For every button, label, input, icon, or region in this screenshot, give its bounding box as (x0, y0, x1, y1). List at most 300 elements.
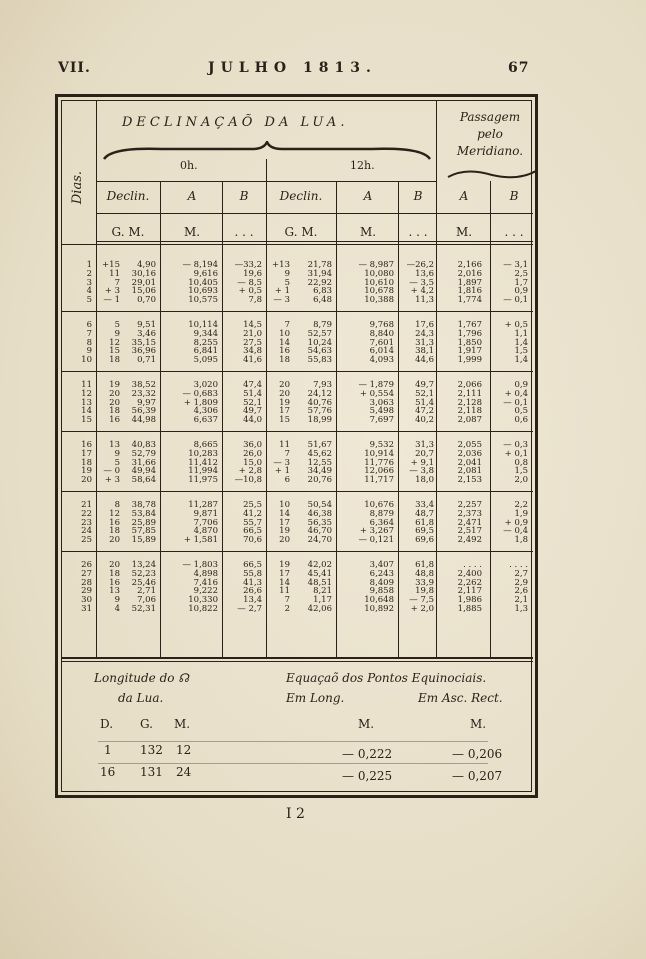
table-cell-pa: 2,400 (457, 568, 482, 579)
col-m-long: M. (358, 717, 375, 731)
table-cell-min12: 56,35 (307, 517, 332, 528)
table-cell-pb: — 0,4 (503, 526, 528, 537)
passage-title: Passagem pelo Meridiano. (456, 110, 524, 158)
grid-hline (96, 241, 533, 242)
table-cell-min0: 57,85 (131, 526, 156, 537)
table-cell-b12: 24,3 (415, 328, 434, 339)
table-cell-a0: 7,706 (193, 517, 218, 528)
table-cell-min12: 7,93 (313, 380, 332, 390)
volume-number: VII. (58, 60, 91, 76)
table-cell-min12: 42,02 (307, 560, 332, 570)
table-cell-dias: 4 (86, 286, 92, 297)
hour-zero: 0h. (180, 159, 198, 172)
table-cell-sign12: 10 (279, 328, 290, 339)
table-cell-min12: 48,51 (307, 577, 332, 588)
table-cell-min0: 0,71 (137, 355, 156, 366)
table-cell-pa: 2,081 (457, 466, 482, 477)
table-cell-pb: 0,5 (514, 406, 528, 417)
table-cell-a12: 7,601 (369, 337, 394, 348)
table-cell-dias: 14 (81, 406, 92, 417)
table-cell-sign12: 14 (279, 508, 290, 519)
table-cell-min0: 15,89 (131, 535, 156, 546)
table-cell-min12: 6,83 (313, 286, 332, 297)
equation-asc-label: Em Asc. Rect. (418, 691, 503, 705)
equation-title: Equaçaõ dos Pontos Equinociais. (286, 671, 487, 685)
table-cell-b0: 13,4 (243, 595, 262, 606)
table-cell-b0: + 0,5 (238, 286, 262, 297)
table-cell-pa: 2,373 (457, 508, 482, 519)
table-cell-min12: 54,63 (307, 346, 332, 357)
table-cell-sign0: — 0 (103, 466, 120, 477)
table-cell-b12: + 9,1 (410, 457, 434, 468)
col-m-asc: M. (470, 717, 487, 731)
table-cell-pb: + 0,5 (504, 320, 528, 330)
table-cell-a12: 10,914 (364, 448, 394, 459)
table-cell-b0: 55,7 (243, 517, 262, 528)
table-cell-min12: 52,57 (307, 328, 332, 339)
table-cell-a0: 5,095 (193, 355, 218, 366)
table-cell-min0: 52,79 (131, 448, 156, 459)
grid-hline (96, 213, 533, 214)
table-cell-sign12: 17 (279, 406, 290, 417)
table-cell-a0: 11,975 (188, 475, 218, 486)
table-cell-pb: + 0,1 (504, 448, 528, 459)
table-cell-sign0: 16 (109, 577, 120, 588)
table-cell-a0: 10,405 (188, 277, 218, 288)
table-cell-min12: 42,06 (307, 604, 332, 614)
table-cell-min12: 22,92 (307, 277, 332, 288)
table-cell-pb: 1,5 (514, 346, 528, 357)
table-cell-dias: 6 (86, 320, 92, 330)
table-cell-sign0: +15 (102, 260, 120, 270)
table-cell-min0: 9,97 (137, 397, 156, 408)
table-cell-b0: 14,5 (243, 320, 262, 330)
table-cell-dias: 16 (81, 440, 92, 450)
table-cell-a12: 9,858 (369, 586, 394, 597)
table-cell-min0: 58,64 (131, 475, 156, 486)
table-cell-a12: 10,610 (364, 277, 394, 288)
table-cell-min0: 25,89 (131, 517, 156, 528)
table-cell-pa: 2,055 (457, 440, 482, 450)
table-cell-sign0: 8 (114, 500, 120, 510)
table-cell-sign12: 18 (279, 355, 290, 366)
table-cell-sign0: 16 (109, 415, 120, 426)
table-cell-pa: 1,986 (457, 595, 482, 606)
table-cell-b12: 38,1 (415, 346, 434, 357)
grid-hline (96, 181, 436, 182)
table-cell-min0: 53,84 (131, 508, 156, 519)
col-b-pass: B (509, 189, 519, 203)
table-cell-sign0: 12 (109, 337, 120, 348)
table-cell-dias: 11 (81, 380, 92, 390)
table-cell-pb: 2,1 (514, 595, 528, 606)
table-cell-a0: 10,575 (188, 295, 218, 306)
table-cell-a0: 8,665 (193, 440, 218, 450)
table-cell-dias: 13 (81, 397, 92, 408)
table-cell-b12: 33,4 (415, 500, 434, 510)
table-cell-a0: 9,222 (193, 586, 218, 597)
table-cell-pb: 1,7 (514, 277, 528, 288)
table-cell-sign12: 10 (279, 500, 290, 510)
table-cell-dias: 19 (81, 466, 92, 477)
table-cell-a12: 5,498 (369, 406, 394, 417)
table-cell-pa: 2,517 (457, 526, 482, 537)
table-cell-pa: 2,262 (457, 577, 482, 588)
table-cell-min12: 40,76 (307, 397, 332, 408)
table-cell-a12: 10,648 (364, 595, 394, 606)
table-cell-sign0: 20 (109, 388, 120, 399)
table-cell-b12: — 3,8 (409, 466, 434, 477)
col-m: M. (174, 717, 191, 731)
table-cell-b12: 69,5 (415, 526, 434, 537)
table-cell-sign12: 19 (279, 526, 290, 537)
unit-gm-0: G. M. (111, 225, 145, 239)
table-cell-b0: —33,2 (234, 260, 262, 270)
table-cell-b12: 51,4 (415, 397, 434, 408)
table-cell-b0: —10,8 (234, 475, 262, 486)
table-cell-pb: 1,1 (514, 328, 528, 339)
table-cell-b12: 31,3 (415, 337, 434, 348)
group-separator (62, 371, 533, 372)
table-cell-a0: — 8,194 (182, 260, 218, 270)
table-cell-b0: 15,0 (243, 457, 262, 468)
table-cell-pa: 2,111 (457, 388, 482, 399)
table-cell-b12: + 4,2 (410, 286, 434, 297)
table-cell-pb: — 3,1 (503, 260, 528, 270)
table-cell-pa: 1,767 (457, 320, 482, 330)
hour-twelve: 12h. (350, 159, 375, 172)
table-cell-sign0: 18 (109, 568, 120, 579)
table-cell-dias: 15 (81, 415, 92, 426)
divider (98, 763, 488, 764)
table-cell-a12: 8,840 (369, 328, 394, 339)
table-cell-a0: 4,306 (193, 406, 218, 417)
grid-hline (62, 661, 533, 662)
table-cell-a12: + 3,267 (359, 526, 394, 537)
table-cell-min12: 31,94 (307, 268, 332, 279)
grid-vline (96, 101, 97, 657)
table-cell-pb: — 0,1 (503, 397, 528, 408)
table-cell-a0: 8,255 (193, 337, 218, 348)
signature-mark: I 2 (286, 806, 305, 822)
table-cell-b0: + 2,8 (238, 466, 262, 477)
table-cell-min12: 50,54 (307, 500, 332, 510)
table-cell-min12: 24,70 (307, 535, 332, 546)
table-cell-min12: 12,55 (307, 457, 332, 468)
grid-vline (222, 181, 223, 657)
table-cell-min12: 51,67 (307, 440, 332, 450)
table-cell-a12: 9,768 (369, 320, 394, 330)
table-cell-min12: 8,21 (313, 586, 332, 597)
declination-table (55, 94, 538, 798)
table-cell-dias: 22 (81, 508, 92, 519)
table-cell-min12: 45,41 (307, 568, 332, 579)
table-cell-pa: 2,036 (457, 448, 482, 459)
table-cell-min0: 52,23 (131, 568, 156, 579)
table-cell-b12: 40,2 (415, 415, 434, 426)
table-cell-pa: 2,128 (457, 397, 482, 408)
table-cell-sign0: 15 (109, 346, 120, 357)
table-cell-a12: 8,409 (369, 577, 394, 588)
table-cell-pb: 2,2 (514, 500, 528, 510)
table-cell-pa: 1,885 (457, 604, 482, 614)
table-cell-dias: 8 (86, 337, 92, 348)
table-cell-sign12: 11 (279, 440, 290, 450)
table-cell-a12: 10,678 (364, 286, 394, 297)
table-cell-a12: — 8,987 (358, 260, 394, 270)
month-year: JULHO 1813. (208, 60, 377, 76)
unit-m-pass: M. (455, 225, 473, 239)
table-cell-b12: 69,6 (415, 535, 434, 546)
table-cell-pa: 1,774 (457, 295, 482, 306)
table-cell-min0: 40,83 (131, 440, 156, 450)
table-cell-a0: 10,822 (188, 604, 218, 614)
col-b-0: B (239, 189, 249, 203)
table-cell-pa: 2,016 (457, 268, 482, 279)
table-cell-min0: 3,46 (137, 328, 156, 339)
table-cell-dias: 12 (81, 388, 92, 399)
table-cell-pb: 2,9 (514, 577, 528, 588)
table-cell-a12: 4,093 (369, 355, 394, 366)
grid-vline (398, 181, 399, 657)
table-cell-min12: 57,76 (307, 406, 332, 417)
table-cell-sign12: 17 (279, 568, 290, 579)
table-cell-sign12: 9 (284, 268, 290, 279)
table-cell-dias: 30 (81, 595, 92, 606)
table-cell-pb: 1,3 (514, 604, 528, 614)
col-a-0: A (187, 189, 197, 203)
table-cell-pb: 0,9 (514, 286, 528, 297)
table-cell-a12: 9,532 (369, 440, 394, 450)
table-cell-b12: 48,8 (415, 568, 434, 579)
table-cell-a12: 7,697 (369, 415, 394, 426)
table-cell-sign12: 15 (279, 415, 290, 426)
table-cell-dias: 18 (81, 457, 92, 468)
table-cell-a12: 10,388 (364, 295, 394, 306)
table-cell-a12: 10,892 (364, 604, 394, 614)
group-separator (62, 491, 533, 492)
table-cell-pa: 2,117 (457, 586, 482, 597)
table-cell-a12: 10,080 (364, 268, 394, 279)
table-cell-min12: 8,79 (313, 320, 332, 330)
table-cell-min0: 13,24 (131, 560, 156, 570)
table-cell-min12: 18,99 (307, 415, 332, 426)
table-cell-pa: 1,897 (457, 277, 482, 288)
table-cell-a0: 11,994 (188, 466, 218, 477)
table-cell-a0: 10,283 (188, 448, 218, 459)
table-cell-min12: 46,70 (307, 526, 332, 537)
table-cell-min12: 21,78 (307, 260, 332, 270)
table-cell-a0: 9,871 (193, 508, 218, 519)
unit-m-12: M. (359, 225, 377, 239)
table-cell-a12: — 0,121 (358, 535, 394, 546)
table-cell-a0: 7,416 (193, 577, 218, 588)
table-cell-pb: 1,8 (514, 535, 528, 546)
table-cell-sign0: 5 (114, 457, 120, 468)
table-cell-pb: 1,4 (514, 355, 528, 366)
table-cell-pb: 2,5 (514, 268, 528, 279)
table-cell-min0: 7,06 (137, 595, 156, 606)
table-cell-b0: 41,2 (243, 508, 262, 519)
table-cell-a0: 10,330 (188, 595, 218, 606)
table-cell-sign12: + 1 (274, 286, 290, 297)
col-b-12: B (413, 189, 423, 203)
table-cell-pa: . . . . (463, 560, 482, 570)
table-cell-b0: 44,0 (243, 415, 262, 426)
col-declin-0: Declin. (106, 189, 150, 203)
table-cell-sign12: 17 (279, 517, 290, 528)
table-cell-min12: 10,24 (307, 337, 332, 348)
table-cell-a0: + 1,581 (183, 535, 218, 546)
table-cell-pb: 2,7 (514, 568, 528, 579)
table-cell-sign0: 19 (109, 380, 120, 390)
table-cell-min0: 52,31 (131, 604, 156, 614)
unit-dots-pass: . . . (504, 225, 524, 239)
brace-ornament (102, 141, 432, 163)
grid-vline (266, 159, 267, 657)
table-cell-sign12: 6 (284, 475, 290, 486)
unit-m-0: M. (183, 225, 201, 239)
table-cell-a0: 6,637 (193, 415, 218, 426)
table-inner-border: Dias. DECLINAÇAÕ DA LUA. Passagem pelo Meridiano. 0h. 12h. Declin. A B Declin. A B A B G. M. M. . . . G. M. M. . . . M. . . . 1 2 3 4 5 +15 11 7 + 3 — 1 4,90 30,16 29,01 15,06 0,70 — 8,194 9,616 10,405 10,693 10,575 —33,2 19,6 — 8,5 + 0,5 7,8 +13 9 5 + 1 — 3 21,78 31,94 22,92 6,83 6,48 — 8,987 10,080 10,610 10,678 10,388 —26,2 13,6 — 3,5 + 4,2 11,3 2,166 2,016 1,897 1,816 1,774 — 3,1 2,5 1,7 0,9 — 0,1 6 7 8 9 10 5 9 12 15 18 9,51 3,46 35,15 36,96 0,71 10,114 9,344 8,255 6,841 5,095 14,5 21,0 27,5 34,8 41,6 7 10 14 16 18 8,79 52,57 10,24 54,63 55,83 9,768 8,840 7,601 6,014 4,093 17,6 24,3 31,3 38,1 44,6 1,767 1,796 1,850 1,917 1,999 + 0,5 1,1 1,4 1,5 1,4 11 12 13 14 15 19 20 20 18 16 38,52 23,32 9,97 56,39 44,98 3,020 — 0,683 + 1,809 4,306 6,637 47,4 51,4 52,1 49,7 44,0 20 20 19 17 15 7,93 24,12 40,76 57,76 18,99 — 1,879 + 0,554 3,063 5,498 7,697 49,7 52,1 51,4 47,2 40,2 2,066 2,111 2,128 2,118 2,087 0,9 + 0,4 — 0,1 0,5 0,6 16 17 18 19 20 13 9 5 — 0 + 3 40,83 52,79 31,66 49,94 58,64 8,665 10,283 11,412 11,994 11,975 36,0 26,0 15,0 + 2,8 —10,8 11 7 — 3 + 1 6 51,67 45,62 12,55 34,49 20,76 9,532 10,914 11,776 12,066 11,717 31,3 20,7 + 9,1 — 3,8 18,0 2,055 2,036 2,041 2,081 2,153 — 0,3 + 0,1 0,8 1,5 2,0 21 22 23 24 25 8 12 16 18 20 38,78 53,84 25,89 57,85 15,89 11,287 9,871 7,706 4,870 + 1,581 25,5 41,2 55,7 66,5 70,6 10 14 17 19 20 50,54 46,38 56,35 46,70 24,70 10,676 8,879 6,364 + 3,267 — 0,121 33,4 48,7 61,8 69,5 69,6 2,257 2,373 2,471 2,517 2,492 2,2 1,9 + 0,9 — 0,4 1,8 26 27 28 29 30 31 20 18 16 13 9 4 13,24 52,23 25,46 2,71 7,06 52,31 — 1,803 4,898 7,416 9,222 10,330 10,822 66,5 55,8 41,3 26,6 13,4 — 2,7 19 17 14 11 7 2 42,02 45,41 48,51 8,21 1,17 42,06 3,407 6,243 8,409 9,858 10,648 10,892 61,8 48,8 33,9 19,8 — 7,5 + 2,0 . . . . 2,400 2,262 2,117 1,986 1,885 . . . . 2,7 2,9 2,6 2,1 1,3 Longitude do ☊ da Lua. Equaçaõ dos Pontos Equinociais. Em Long. Em Asc. Rect. D. G. M. M. M. 1 132 12 — 0,222 — 0,206 16 131 24 — 0,225 — 0,207 (61, 100, 532, 792)
table-cell-b0: 7,8 (248, 295, 262, 306)
table-cell-a12: 6,243 (369, 568, 394, 579)
table-cell-sign12: 19 (279, 397, 290, 408)
table-cell-a12: 6,014 (369, 346, 394, 357)
table-cell-sign12: 5 (284, 277, 290, 288)
grid-vline (336, 181, 337, 657)
table-cell-a12: 12,066 (364, 466, 394, 477)
table-cell-pa: 2,118 (457, 406, 482, 417)
table-cell-pb: 0,8 (514, 457, 528, 468)
table-cell-a0: 10,693 (188, 286, 218, 297)
table-cell-sign0: + 3 (104, 475, 120, 486)
table-cell-b0: — 8,5 (237, 277, 262, 288)
table-cell-b0: 41,3 (243, 577, 262, 588)
table-cell-sign12: 20 (279, 380, 290, 390)
table-cell-b12: 18,0 (415, 475, 434, 486)
table-cell-sign12: 11 (279, 586, 290, 597)
table-cell-b12: 52,1 (415, 388, 434, 399)
table-cell-a12: 11,717 (364, 475, 394, 486)
table-cell-sign0: 4 (114, 604, 120, 614)
table-cell-pb: 2,0 (514, 475, 528, 486)
table-cell-min12: 55,83 (307, 355, 332, 366)
table-cell-a0: 3,020 (193, 380, 218, 390)
table-cell-pa: 1,796 (457, 328, 482, 339)
table-cell-pa: 2,471 (457, 517, 482, 528)
table-cell-a12: + 0,554 (359, 388, 394, 399)
table-cell-min0: 2,71 (137, 586, 156, 597)
table-cell-sign12: + 1 (274, 466, 290, 477)
table-cell-dias: 7 (86, 328, 92, 339)
group-separator (62, 311, 533, 312)
table-cell-b0: 26,6 (243, 586, 262, 597)
table-cell-sign12: 14 (279, 337, 290, 348)
table-cell-dias: 24 (81, 526, 92, 537)
table-cell-sign12: 7 (284, 595, 290, 606)
table-cell-a0: 9,616 (193, 268, 218, 279)
table-cell-min0: 38,78 (131, 500, 156, 510)
table-cell-b12: 20,7 (415, 448, 434, 459)
table-cell-sign12: +13 (272, 260, 290, 270)
equation-long-label: Em Long. (286, 691, 345, 705)
table-cell-dias: 28 (81, 577, 92, 588)
table-title: DECLINAÇAÕ DA LUA. (122, 115, 349, 130)
grid-vline (160, 181, 161, 657)
table-cell-b0: 27,5 (243, 337, 262, 348)
table-cell-b12: 61,8 (415, 517, 434, 528)
table-cell-min0: 31,66 (131, 457, 156, 468)
table-cell-b0: 47,4 (243, 380, 262, 390)
table-cell-sign0: 18 (109, 526, 120, 537)
page-number: 67 (508, 60, 530, 76)
unit-gm-12: G. M. (284, 225, 318, 239)
table-cell-sign0: 13 (109, 586, 120, 597)
table-cell-b0: 70,6 (243, 535, 262, 546)
table-cell-pb: 1,9 (514, 508, 528, 519)
table-cell-b12: 44,6 (415, 355, 434, 366)
table-cell-sign0: 20 (109, 397, 120, 408)
table-cell-a0: 11,412 (188, 457, 218, 468)
table-cell-dias: 3 (86, 277, 92, 288)
unit-dots-0: . . . (234, 225, 254, 239)
table-cell-pb: + 0,4 (504, 388, 528, 399)
table-cell-b0: 25,5 (243, 500, 262, 510)
table-cell-sign12: 7 (284, 448, 290, 459)
table-cell-min12: 45,62 (307, 448, 332, 459)
table-cell-sign0: — 1 (103, 295, 120, 306)
table-cell-sign0: 5 (114, 320, 120, 330)
table-cell-dias: 1 (86, 260, 92, 270)
table-cell-b0: 21,0 (243, 328, 262, 339)
table-cell-pa: 2,257 (457, 500, 482, 510)
table-cell-sign0: + 3 (104, 286, 120, 297)
table-cell-b12: — 7,5 (409, 595, 434, 606)
table-cell-min0: 23,32 (131, 388, 156, 399)
table-cell-b12: 17,6 (415, 320, 434, 330)
table-cell-pa: 2,066 (457, 380, 482, 390)
table-cell-min0: 15,06 (131, 286, 156, 297)
table-cell-b0: 66,5 (243, 526, 262, 537)
table-cell-a12: 11,776 (364, 457, 394, 468)
longitude-subtitle: da Lua. (118, 691, 164, 705)
table-cell-pb: . . . . (509, 560, 528, 570)
table-cell-min0: 38,52 (131, 380, 156, 390)
table-cell-b12: 11,3 (415, 295, 434, 306)
table-cell-b0: 26,0 (243, 448, 262, 459)
table-cell-b12: 48,7 (415, 508, 434, 519)
table-cell-pa: 2,492 (457, 535, 482, 546)
table-cell-b12: + 2,0 (410, 604, 434, 614)
table-cell-min0: 36,96 (131, 346, 156, 357)
table-cell-dias: 5 (86, 295, 92, 306)
table-cell-min0: 9,51 (137, 320, 156, 330)
table-cell-pb: 1,5 (514, 466, 528, 477)
table-cell-b12: 47,2 (415, 406, 434, 417)
table-cell-pb: + 0,9 (504, 517, 528, 528)
table-cell-a0: 6,841 (193, 346, 218, 357)
table-cell-min12: 46,38 (307, 508, 332, 519)
table-cell-dias: 9 (86, 346, 92, 357)
table-cell-sign0: 9 (114, 448, 120, 459)
table-cell-pa: 2,166 (457, 260, 482, 270)
table-cell-sign12: — 3 (273, 457, 290, 468)
table-cell-sign0: 9 (114, 328, 120, 339)
table-cell-sign12: 20 (279, 388, 290, 399)
col-a-12: A (363, 189, 373, 203)
table-cell-sign0: 9 (114, 595, 120, 606)
